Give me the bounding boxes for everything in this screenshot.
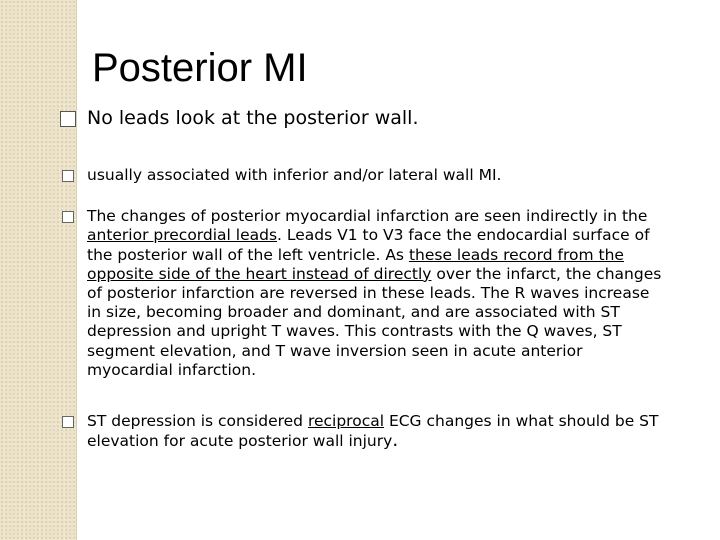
bullet-text-part: . Leads V1 to V3 face the endocardial surface of the posterior wall of the left ventricle. As	[87, 226, 650, 264]
bullet-text-end: .	[392, 429, 399, 452]
bullet-item	[62, 106, 668, 130]
bullet-item	[62, 166, 668, 185]
bullet-item	[62, 412, 668, 451]
bullet-text: No leads look at the posterior wall.	[87, 107, 419, 129]
underlined-phrase: these leads record from the opposite side of the heart instead of directly	[87, 245, 624, 283]
bullet-text-part: The changes of posterior myocardial infarction are seen indirectly in the	[87, 207, 648, 226]
bullet-item	[62, 207, 668, 380]
bullet-text-part: over the infarct, the changes of posterior infarction are reversed in these leads. The R waves increase in size, becoming broader and dominant, and are associated with ST depression and upright T waves. This contrasts with the Q waves, ST segment elevation, and T wave inversion seen in acute anterior myocardial infarction.	[87, 264, 662, 379]
underlined-phrase: anterior precordial leads	[87, 226, 278, 245]
bullet-box-icon	[62, 170, 74, 182]
bullet-box-icon	[60, 111, 76, 127]
bullet-text-part: ECG changes in what should be ST elevation for acute posterior wall injury	[87, 412, 659, 451]
bullet-list	[62, 106, 668, 451]
underlined-phrase: reciprocal	[307, 412, 385, 431]
bullet-text: usually associated with inferior and/or lateral wall MI.	[87, 166, 502, 184]
bullet-box-icon	[62, 416, 74, 428]
bullet-box-icon	[62, 211, 74, 223]
slide-title: Posterior MI	[92, 46, 308, 90]
bullet-text-part: ST depression is considered	[87, 412, 308, 431]
